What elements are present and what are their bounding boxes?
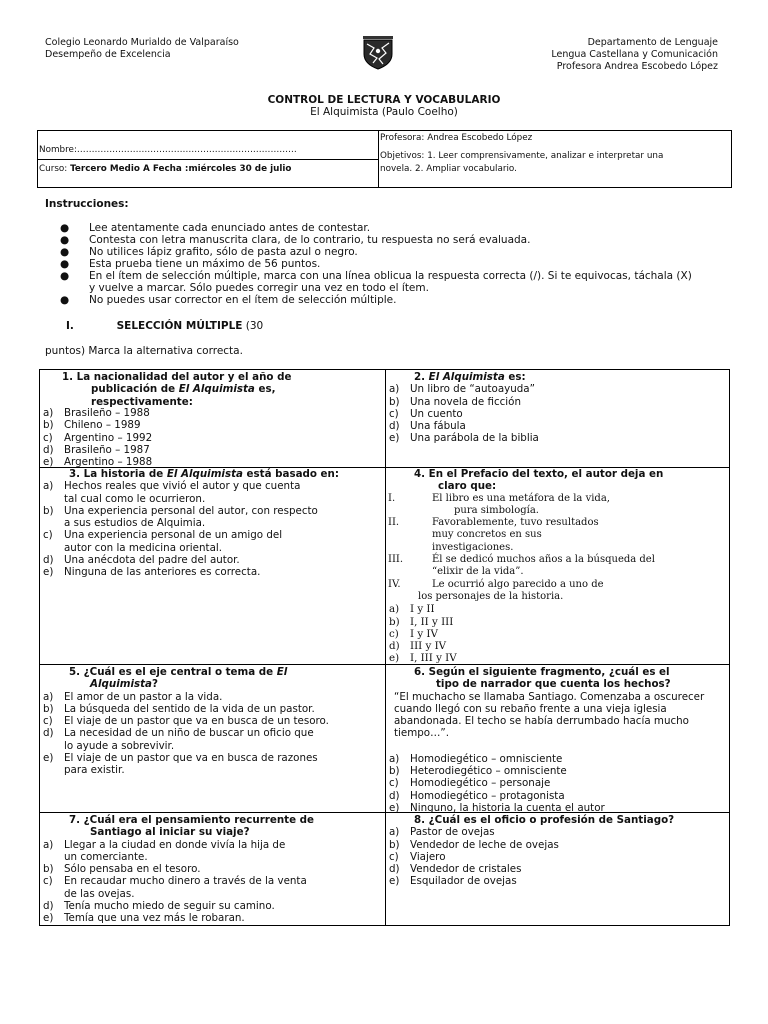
page-subtitle: El Alquimista (Paulo Coelho) <box>310 106 458 118</box>
option-e[interactable]: e) El viaje de un pastor que va en busca de razones para existir. <box>43 752 318 777</box>
section-number: I. <box>66 320 74 332</box>
department-name: Departamento de Lenguaje <box>587 37 718 48</box>
section-instructions: puntos) Marca la alternativa correcta. <box>45 345 243 357</box>
section-heading <box>66 320 263 332</box>
option-d[interactable]: d) Vendedor de cristales <box>389 863 522 876</box>
question-8: 8. ¿Cuál es el oficio o profesión de Santiago? a) Pastor de ovejas b) Vendedor de leche de ovejas c) Viajero d) Vendedor de cristales e) Esquilador de ovejas <box>386 814 728 888</box>
instruction-item: ● No utilices lápiz grafito, sólo de pasta azul o negro. <box>60 246 358 258</box>
option-e[interactable]: e) I, III y IV <box>389 652 457 665</box>
option-b[interactable]: b) Una novela de ficción <box>389 395 521 408</box>
question-2: 2. El Alquimista es: a) Un libro de “autoayuda” b) Una novela de ficción c) Un cuento d) Una fábula e) Una parábola de la biblia <box>386 371 726 445</box>
department-header <box>551 37 718 73</box>
option-b[interactable]: b) Una experiencia personal del autor, con respecto a sus estudios de Alquimia. <box>43 504 318 530</box>
option-e[interactable]: e) Ninguna de las anteriores es correcta. <box>43 566 261 579</box>
statement-iv: IV. Le ocurrió algo parecido a uno de los personajes de la historia. <box>388 578 604 602</box>
option-b[interactable]: b) Sólo pensaba en el tesoro. <box>43 863 201 876</box>
school-motto: Desempeño de Excelencia <box>45 49 171 60</box>
course-label: Curso: <box>39 164 68 174</box>
option-d[interactable]: d) Homodiegético – protagonista <box>389 789 565 802</box>
option-e[interactable]: e) Esquilador de ovejas <box>389 875 517 888</box>
school-name: Colegio Leonardo Murialdo de Valparaíso <box>45 37 239 48</box>
option-a[interactable]: a) Llegar a la ciudad en donde vivía la hija de un comerciante. <box>43 838 286 863</box>
name-field[interactable] <box>39 144 297 157</box>
questions-table <box>39 369 730 926</box>
option-c[interactable]: c) El viaje de un pastor que va en busca de un tesoro. <box>43 715 329 728</box>
option-c[interactable]: c) Homodiegético – personaje <box>389 777 551 790</box>
option-e[interactable]: e) Una parábola de la biblia <box>389 432 539 445</box>
option-d[interactable]: d) Una fábula <box>389 420 466 433</box>
instruction-item: ● Contesta con letra manuscrita clara, de lo contrario, tu respuesta no será evaluada. <box>60 234 531 246</box>
name-blank: ………………………………………………………………… <box>76 145 297 155</box>
option-a[interactable]: a) El amor de un pastor a la vida. <box>43 690 223 703</box>
option-a[interactable]: a) Hechos reales que vivió el autor y que cuenta tal cual como le ocurrieron. <box>43 480 301 505</box>
question-1: 1. La nacionalidad del autor y el año de publicación de El Alquimista es, respectivamente: <box>62 371 382 408</box>
option-d[interactable]: d) Brasileño – 1987 <box>43 443 150 456</box>
option-c[interactable]: c) Un cuento <box>389 407 463 420</box>
question-3: 3. La historia de El Alquimista está basado en: a) Hechos reales que vivió el autor y que cuenta tal cual como le ocurrieron. b) Una experiencia personal del autor, con respecto a sus estudios de Alquimia. c) Una experiencia personal de un amigo del autor con la medicina oriental. d) Una anécdota del padre del autor. e) Ninguna de las anteriores es correcta. <box>40 468 382 579</box>
question-1-text: 1. La nacionalidad del autor y el año de <box>62 371 292 383</box>
instruction-item: ● Lee atentamente cada enunciado antes de contestar. <box>60 222 371 234</box>
option-e[interactable]: e) Temía que una vez más le robaran. <box>43 912 245 925</box>
fragment-quote: “El muchacho se llamaba Santiago. Comenzaba a oscurecer cuando llegó con su rebaño frente a una vieja iglesia abandonada. El techo se había derrumbado hacía mucho tiempo…”. <box>394 690 705 740</box>
option-b[interactable]: b) Chileno – 1989 <box>43 419 141 432</box>
option-a[interactable]: a) Brasileño – 1988 <box>43 407 150 419</box>
instructions-list <box>60 222 720 306</box>
question-7: 7. ¿Cuál era el pensamiento recurrente de Santiago al iniciar su viaje? a) Llegar a la ciudad en donde vivía la hija de un comerciante. b) Sólo pensaba en el tesoro. c) En recaudar mucho dinero a través de la venta de las ovejas. d) Tenía mucho miedo de seguir su camino. e) Temía que una vez más le robaran. <box>40 814 382 925</box>
option-e[interactable]: e) Ninguno, la historia la cuenta el autor <box>389 801 605 814</box>
option-a[interactable]: a) Homodiegético – omnisciente <box>389 752 563 765</box>
school-header <box>45 37 239 61</box>
objectives-line-2: novela. 2. Ampliar vocabulario. <box>380 164 517 174</box>
objectives-line-1: Objetivos: 1. Leer comprensivamente, analizar e interpretar una <box>380 151 664 161</box>
option-e[interactable]: e) Argentino – 1988 <box>43 456 153 469</box>
student-info-box <box>37 130 732 188</box>
statement-ii: II. Favorablemente, tuvo resultados muy concretos en sus investigaciones. <box>388 517 599 553</box>
instruction-item: ● No puedes usar corrector en el ítem de selección múltiple. <box>60 294 397 306</box>
question-6: 6. Según el siguiente fragmento, ¿cuál es el tipo de narrador que cuenta los hechos? “El muchacho se llamaba Santiago. Comenzaba a oscurecer cuando llegó con su rebaño frente a una vieja iglesia abandonada. El techo se había derrumbado hacía mucho tiempo…”. a) Homodiegético – omnisciente b) Heterodiegético – omnisciente c) Homodiegético – personaje d) Homodiegético – protagonista e) Ninguno, la historia la cuenta el autor <box>386 666 728 814</box>
option-d[interactable]: d) III y IV <box>389 640 447 653</box>
option-c[interactable]: c) Viajero <box>389 850 446 863</box>
option-a[interactable]: a) Pastor de ovejas <box>389 826 495 839</box>
option-a[interactable]: a) I y II <box>389 603 435 616</box>
question-1-options <box>40 407 360 468</box>
statement-iii: III. Él se dedicó muchos años a la búsqueda del “elixir de la vida”. <box>388 554 655 578</box>
option-d[interactable]: d) Una anécdota del padre del autor. <box>43 554 240 567</box>
option-d[interactable]: d) La necesidad de un niño de buscar un oficio que lo ayude a sobrevivir. <box>43 727 314 752</box>
option-b[interactable]: b) Heterodiegético – omnisciente <box>389 765 567 778</box>
instruction-item: ● En el ítem de selección múltiple, marca con una línea oblicua la respuesta correcta (/). Si te equivocas, táchala (X) y vuelve a marcar. Sólo puedes corregir una vez en todo el ítem. <box>60 270 692 294</box>
name-label: Nombre: <box>39 145 77 155</box>
instructions-title: Instrucciones: <box>45 198 129 210</box>
section-title: SELECCIÓN MÚLTIPLE <box>116 320 243 332</box>
teacher-name: Profesora Andrea Escobedo López <box>556 61 718 72</box>
statement-i: I. El libro es una metáfora de la vida, pura simbología. <box>388 492 610 516</box>
option-a[interactable]: a) Un libro de “autoayuda” <box>389 383 535 396</box>
question-4: 4. En el Prefacio del texto, el autor deja en claro que: I. El libro es una metáfora de la vida, pura simbología. II. Favorablemente, tuvo resultados muy concretos en sus investigaciones. III. Él se dedicó muchos años a la búsqueda del “elixir de la vida”. IV. Le ocurrió algo parecido a uno de los personajes de la historia. a) I y II b) I, II y III c) I y IV d) III y IV e) I, III y IV <box>386 468 726 665</box>
option-c[interactable]: c) En recaudar mucho dinero a través de la venta de las ovejas. <box>43 875 307 900</box>
option-b[interactable]: b) Vendedor de leche de ovejas <box>389 838 559 851</box>
option-b[interactable]: b) La búsqueda del sentido de la vida de un pastor. <box>43 702 315 715</box>
option-c[interactable]: c) Una experiencia personal de un amigo del autor con la medicina oriental. <box>43 529 283 554</box>
option-c[interactable]: c) I y IV <box>389 627 438 640</box>
school-crest-logo <box>362 32 394 70</box>
teacher-cell: Profesora: Andrea Escobedo López <box>380 133 533 143</box>
page-title: CONTROL DE LECTURA Y VOCABULARIO <box>267 94 501 106</box>
option-b[interactable]: b) I, II y III <box>389 615 454 628</box>
option-d[interactable]: d) Tenía mucho miedo de seguir su camino. <box>43 900 275 913</box>
course-field <box>39 163 291 176</box>
option-c[interactable]: c) Argentino – 1992 <box>43 431 153 444</box>
instruction-item: ● Esta prueba tiene un máximo de 56 puntos. <box>60 258 321 270</box>
subject-name: Lengua Castellana y Comunicación <box>551 49 718 60</box>
section-points: (30 <box>245 320 264 332</box>
course-value: Tercero Medio A Fecha :miércoles 30 de julio <box>70 164 292 174</box>
question-5: 5. ¿Cuál es el eje central o tema de El Alquimista? a) El amor de un pastor a la vida. b) La búsqueda del sentido de la vida de un pastor. c) El viaje de un pastor que va en busca de un tesoro. d) La necesidad de un niño de buscar un oficio que lo ayude a sobrevivir. e) El viaje de un pastor que va en busca de razones para existir. <box>40 666 382 777</box>
